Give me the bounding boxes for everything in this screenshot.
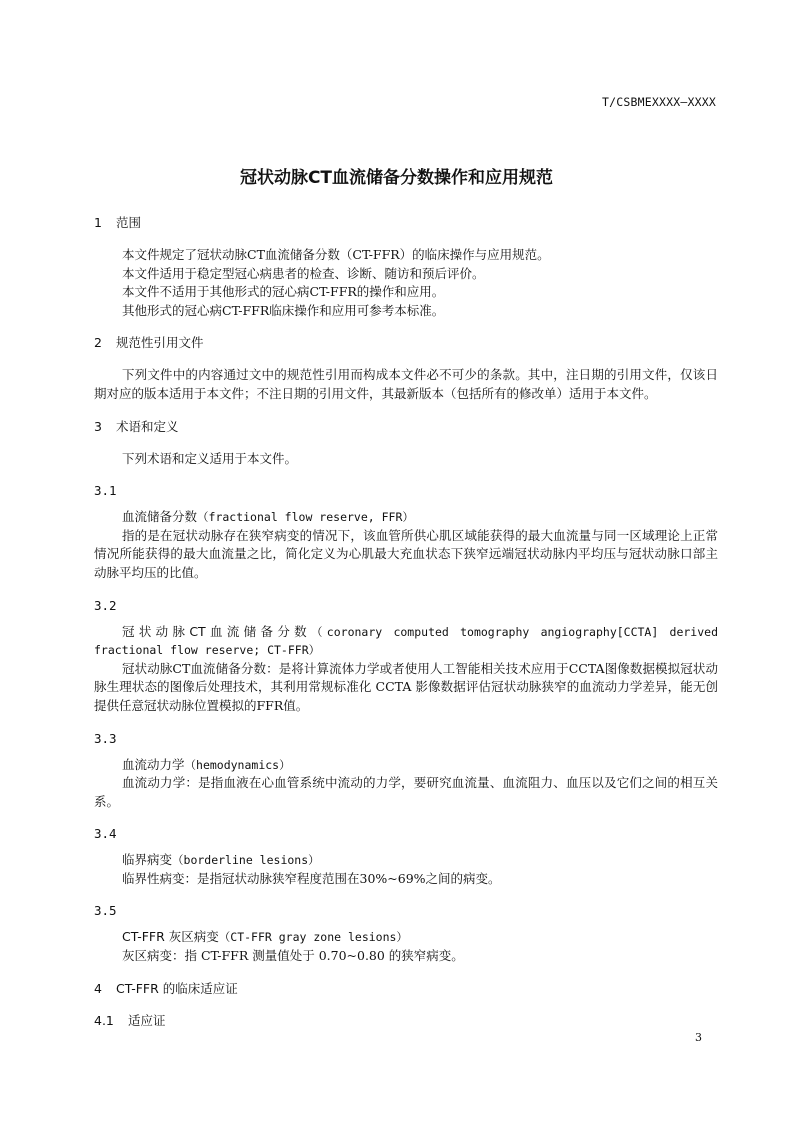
term-number: 3.5 <box>94 903 117 919</box>
section-number: 3 <box>94 418 102 434</box>
document-code: T/CSBMEXXXX—XXXX <box>602 95 716 109</box>
term-english: （fractional flow reserve, FFR） <box>197 510 414 525</box>
term-definition: 血流动力学：是指血液在心血管系统中流动的力学，要研究血流量、血流阻力、血压以及它们之间的相互关系。 <box>94 775 718 809</box>
document-body <box>94 214 718 1036</box>
term-name: 临界病变 <box>122 852 173 868</box>
paragraph: 本文件规定了冠状动脉CT血流储备分数（CT-FFR）的临床操作与应用规范。 <box>122 247 550 262</box>
subsection-heading-indications <box>94 1012 718 1030</box>
term-entry <box>94 730 718 812</box>
document-title: 冠状动脉CT血流储备分数操作和应用规范 <box>239 168 554 188</box>
paragraph: 下列术语和定义适用于本文件。 <box>122 450 298 466</box>
section-heading-scope <box>94 214 718 232</box>
section-title: 术语和定义 <box>116 418 179 434</box>
subsection-number: 4.1 <box>94 1012 114 1028</box>
term-heading <box>94 756 718 775</box>
term-english: （hemodynamics） <box>184 757 291 772</box>
term-english: （coronary computed tomography angiography[CCTA] derived fractional flow reserve; CT-FFR） <box>94 624 718 658</box>
term-name: 血流储备分数 <box>122 509 198 525</box>
section-number: 1 <box>94 215 102 230</box>
term-name: 血流动力学 <box>122 756 185 772</box>
section-title: CT-FFR 的临床适应证 <box>116 980 238 996</box>
term-heading <box>94 508 718 527</box>
term-definition: 冠状动脉CT血流储备分数：是将计算流体力学或者使用人工智能相关技术应用于CCTA图像数据模拟冠状动脉生理状态的图像后处理技术，其利用常规标准化 CCTA 影像数据评估冠状动脉狭窄的血流动力学差异，能无创提供任意冠状动脉位置模拟的FFR值。 <box>94 660 718 713</box>
term-number: 3.1 <box>94 483 117 499</box>
term-english: （CT-FFR gray zone lesions） <box>218 930 408 945</box>
term-entry <box>94 825 718 888</box>
term-name: CT-FFR 灰区病变 <box>122 929 219 945</box>
term-definition: 临界性病变：是指冠状动脉狭窄程度范围在30%~69%之间的病变。 <box>122 870 501 886</box>
section-references-body <box>94 366 718 403</box>
paragraph: 本文件不适用于其他形式的冠心病CT-FFR的操作和应用。 <box>122 284 445 300</box>
section-number: 2 <box>94 335 102 351</box>
term-number: 3.2 <box>94 597 117 613</box>
term-number: 3.3 <box>94 730 117 746</box>
paragraph: 其他形式的冠心病CT-FFR临床操作和应用可参考本标准。 <box>122 302 445 318</box>
section-heading-normative-references <box>94 334 718 352</box>
section-scope-body <box>94 246 718 320</box>
term-entry <box>94 597 718 716</box>
term-definition: 指的是在冠状动脉存在狭窄病变的情况下，该血管所供心肌区域能获得的最大血流量与同一区域理论上正常情况所能获得的最大血流量之比，简化定义为心肌最大充血状态下狭窄远端冠状动脉内平均压与冠状动脉口部主动脉平均压的比值。 <box>94 527 718 580</box>
term-number: 3.4 <box>94 826 117 842</box>
term-heading <box>94 623 718 660</box>
term-definition: 灰区病变：指 CT-FFR 测量值处于 0.70~0.80 的狭窄病变。 <box>122 948 464 964</box>
section-title: 范围 <box>116 215 142 230</box>
term-entry <box>94 482 718 582</box>
paragraph: 下列文件中的内容通过文中的规范性引用而构成本文件必不可少的条款。其中，注日期的引用文件，仅该日期对应的版本适用于本文件；不注日期的引用文件，其最新版本（包括所有的修改单）适用于本文件。 <box>94 367 718 401</box>
term-english: （borderline lesions） <box>172 853 320 868</box>
term-heading <box>94 851 718 870</box>
term-name: 冠状动脉CT血流储备分数 <box>122 623 311 639</box>
section-heading-indications <box>94 980 718 998</box>
section-heading-terms <box>94 418 718 436</box>
term-heading <box>94 928 718 947</box>
page-number: 3 <box>695 1031 702 1044</box>
term-entry <box>94 902 718 965</box>
paragraph: 本文件适用于稳定型冠心病患者的检查、诊断、随访和预后评价。 <box>122 265 485 281</box>
section-terms-intro <box>94 450 718 469</box>
section-title: 规范性引用文件 <box>116 335 204 351</box>
section-number: 4 <box>94 980 102 996</box>
subsection-title: 适应证 <box>128 1012 166 1028</box>
